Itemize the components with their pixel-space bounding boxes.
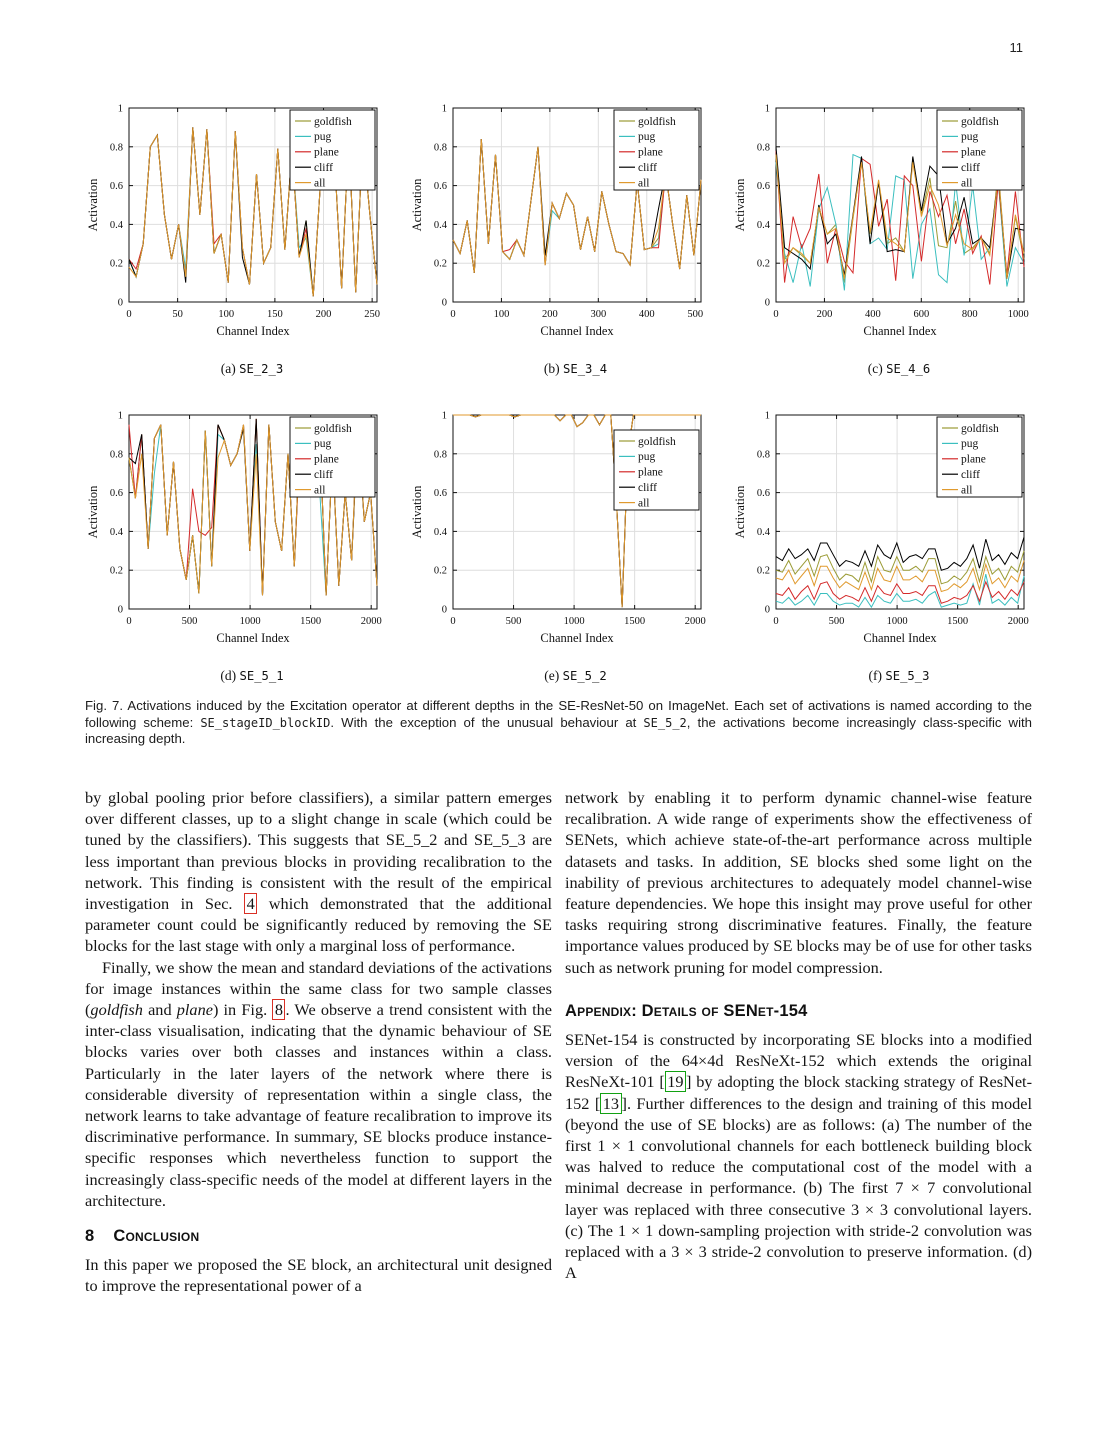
svg-text:goldfish: goldfish xyxy=(314,115,352,128)
svg-text:0: 0 xyxy=(117,604,123,616)
svg-text:cliff: cliff xyxy=(637,482,657,494)
paragraph xyxy=(85,787,552,957)
svg-text:0.8: 0.8 xyxy=(756,449,770,461)
svg-text:all: all xyxy=(314,177,326,190)
subcaption-letter: (f) xyxy=(868,668,886,683)
svg-text:all: all xyxy=(637,177,649,190)
series-pug xyxy=(776,574,1024,607)
svg-text:cliff: cliff xyxy=(961,469,980,481)
svg-text:0: 0 xyxy=(449,616,456,627)
chart-canvas-e xyxy=(409,407,709,647)
subcaption-label: SE_3_4 xyxy=(563,362,608,376)
svg-text:1000: 1000 xyxy=(563,616,585,627)
svg-text:0: 0 xyxy=(773,616,779,627)
subcaption-label: SE_5_2 xyxy=(562,669,607,683)
svg-text:0.4: 0.4 xyxy=(756,219,770,231)
section-title: Appendix: Details of SENet-154 xyxy=(565,1001,808,1020)
svg-text:cliff: cliff xyxy=(314,469,333,481)
text-run: ]. Further differences to the design and training of this model (beyond the use of SE blocks) are as follows: (a) The number of the first 1 × 1 convolutional channels for each bottleneck building block was halved to reduce the computational cost of the model with a minimal decrease in performance. (b) The first 7 × 7 convolutional layer was replaced with three consecutive 3 × 3 convolutional layers. (c) The 1 × 1 down-sampling projection with stride-2 convolution was replaced with a 3 × 3 stride-2 convolution to preserve information. (d) A xyxy=(565,1093,1032,1283)
text-run: SENet-154 is constructed by incorporating SE blocks into a modified version of the 64×4d ResNeXt-152 which extends the original ResNeXt-101 [ xyxy=(565,1030,1032,1092)
svg-text:1000: 1000 xyxy=(1007,309,1029,320)
x-axis-label: Channel Index xyxy=(863,324,937,338)
page-number: 11 xyxy=(1009,40,1023,55)
y-axis-label: Activation xyxy=(409,178,424,232)
svg-text:0.8: 0.8 xyxy=(109,142,123,154)
svg-text:0.2: 0.2 xyxy=(433,258,447,270)
svg-text:0.2: 0.2 xyxy=(756,258,770,270)
svg-text:1: 1 xyxy=(764,103,770,115)
text-run: and xyxy=(142,1000,177,1020)
svg-text:all: all xyxy=(314,484,326,497)
svg-text:goldfish: goldfish xyxy=(961,422,999,435)
text-run: ] by adopting the block stacking strategy of ResNet-152 [ xyxy=(565,1072,1032,1113)
svg-text:1: 1 xyxy=(117,103,123,115)
section-title: Conclusion xyxy=(113,1227,200,1246)
svg-text:all: all xyxy=(961,484,973,497)
svg-text:800: 800 xyxy=(961,309,978,320)
y-axis-label: Activation xyxy=(733,178,747,232)
svg-text:1500: 1500 xyxy=(623,616,645,627)
subcaption-label: SE_5_3 xyxy=(885,669,930,683)
section-number: 8 xyxy=(85,1227,95,1246)
svg-text:1500: 1500 xyxy=(300,616,322,627)
svg-text:pug: pug xyxy=(637,451,655,464)
text-run: goldfish xyxy=(90,1000,143,1020)
svg-text:0: 0 xyxy=(449,309,456,320)
chart-legend xyxy=(290,417,375,497)
svg-text:1500: 1500 xyxy=(947,616,969,627)
chart-legend xyxy=(937,110,1022,190)
chart-legend xyxy=(614,110,699,190)
chart-legend xyxy=(937,417,1022,497)
figure-7 xyxy=(85,100,1032,684)
svg-text:pug: pug xyxy=(314,131,332,144)
chart-se-4-6 xyxy=(732,100,1032,377)
text-run: . We observe a trend consistent with the inter-class visualisation, indicating that the dynamic behaviour of SE blocks varies over both classes and instances within a class. Particularly in the later layers of the network where there is considerable diversity of representation within a single class, the network learns to take advantage of feature recalibration to improve its discriminative performance. In summary, SE blocks produce instance-specific responses which nevertheless function to support the increasingly class-specific needs of the model at different layers in the architecture. xyxy=(85,1000,552,1210)
x-axis-label: Channel Index xyxy=(216,324,290,338)
svg-text:500: 500 xyxy=(505,616,521,627)
series-all xyxy=(776,561,1024,592)
series-cliff xyxy=(776,537,1024,570)
svg-text:100: 100 xyxy=(493,309,509,320)
x-axis-label: Channel Index xyxy=(539,324,614,338)
chart-subcaption xyxy=(409,361,709,377)
x-axis-label: Channel Index xyxy=(216,631,290,645)
chart-subcaption xyxy=(85,668,385,684)
svg-text:0: 0 xyxy=(764,297,770,309)
chart-se-3-4 xyxy=(409,100,709,377)
chart-se-2-3 xyxy=(85,100,385,377)
svg-text:0: 0 xyxy=(126,309,132,320)
svg-text:0.2: 0.2 xyxy=(433,565,447,577)
svg-text:2000: 2000 xyxy=(684,616,706,627)
svg-text:plane: plane xyxy=(961,453,986,466)
text-run: , the activations become increasingly class-specific with increasing depth. xyxy=(85,714,1033,747)
svg-text:0: 0 xyxy=(773,309,779,320)
code-text: SE_stageID_blockID xyxy=(200,715,331,730)
svg-text:plane: plane xyxy=(314,453,339,466)
svg-text:pug: pug xyxy=(961,438,979,451)
svg-text:200: 200 xyxy=(315,309,332,320)
svg-text:goldfish: goldfish xyxy=(961,115,999,128)
svg-text:goldfish: goldfish xyxy=(637,115,676,128)
subcaption-letter: (d) xyxy=(220,668,240,683)
chart-canvas-c xyxy=(732,100,1032,340)
citation-link[interactable]: 19 xyxy=(665,1071,686,1092)
text-run: by global pooling prior before classifiers), a similar pattern emerges over different classes, up to a slight change in scale (which could be tuned by the classifiers). This suggests that SE_5_2 and SE_5_3 are less important than previous blocks in providing recalibration to the network. This finding is consistent with the result of the empirical investigation in Sec. xyxy=(85,788,552,914)
chart-se-5-2 xyxy=(409,407,709,684)
text-run: plane xyxy=(176,1000,213,1020)
text-run: Fig. 7. Activations induced by the Excitation operator at different depths in the SE-ResNet-50 on ImageNet. Each set of activations is named according to the following scheme: xyxy=(85,698,1032,730)
svg-text:pug: pug xyxy=(314,438,332,451)
paragraph xyxy=(565,1029,1032,1283)
svg-text:plane: plane xyxy=(637,466,663,479)
internal-ref-link[interactable]: 4 xyxy=(244,893,257,914)
svg-text:0: 0 xyxy=(441,604,447,616)
svg-text:0.8: 0.8 xyxy=(433,449,447,461)
citation-link[interactable]: 13 xyxy=(600,1093,621,1114)
svg-text:2000: 2000 xyxy=(1007,616,1029,627)
svg-text:0: 0 xyxy=(764,604,770,616)
svg-text:0.6: 0.6 xyxy=(109,181,123,193)
svg-text:0.2: 0.2 xyxy=(109,258,123,270)
text-run: Finally, we show the mean and standard deviations of the activations for image instances within the same class for two sample classes ( xyxy=(85,957,552,1020)
svg-text:0.4: 0.4 xyxy=(109,526,123,538)
y-axis-label: Activation xyxy=(409,485,424,539)
svg-text:0.2: 0.2 xyxy=(109,565,123,577)
figure-caption xyxy=(85,698,1032,748)
text-run: network by enabling it to perform dynamic channel-wise feature recalibration. A wide range of experiments show the effectiveness of SENets, which achieve state-of-the-art performance across multiple datasets and tasks. In addition, SE blocks shed some light on the inability of previous architectures to adequately model channel-wise feature dependencies. We hope this insight may prove useful for other tasks requiring strong discriminative features. Finally, the feature importance values produced by SE blocks may be of use for other tasks such as network pruning for model compression. xyxy=(565,788,1032,977)
chart-legend xyxy=(290,110,375,190)
svg-text:0.6: 0.6 xyxy=(756,181,770,193)
svg-text:1: 1 xyxy=(441,410,447,422)
svg-text:0.6: 0.6 xyxy=(433,488,447,500)
svg-text:pug: pug xyxy=(637,131,655,144)
svg-text:200: 200 xyxy=(541,309,558,320)
subcaption-label: SE_5_1 xyxy=(239,669,284,683)
svg-text:0.6: 0.6 xyxy=(109,488,123,500)
y-axis-label: Activation xyxy=(86,485,100,539)
chart-subcaption xyxy=(409,668,709,684)
code-text: SE_5_2 xyxy=(643,715,687,730)
subcaption-letter: (e) xyxy=(544,668,563,683)
svg-text:pug: pug xyxy=(961,131,979,144)
subcaption-letter: (a) xyxy=(220,361,240,376)
svg-text:0.4: 0.4 xyxy=(109,219,123,231)
chart-subcaption xyxy=(732,361,1032,377)
chart-legend xyxy=(614,430,699,510)
svg-text:500: 500 xyxy=(686,309,703,320)
svg-text:600: 600 xyxy=(913,309,930,320)
svg-text:cliff: cliff xyxy=(314,162,333,174)
svg-text:1000: 1000 xyxy=(239,616,261,627)
svg-text:all: all xyxy=(637,497,649,510)
x-axis-label: Channel Index xyxy=(539,631,614,645)
svg-text:0: 0 xyxy=(117,297,123,309)
subcaption-label: SE_2_3 xyxy=(239,362,284,376)
svg-text:plane: plane xyxy=(961,146,986,159)
svg-text:2000: 2000 xyxy=(360,616,382,627)
svg-text:1: 1 xyxy=(117,410,123,422)
svg-text:0.6: 0.6 xyxy=(433,181,447,193)
svg-text:all: all xyxy=(961,177,973,190)
figure-row-1 xyxy=(85,100,1032,377)
chart-canvas-d xyxy=(85,407,385,647)
svg-text:cliff: cliff xyxy=(961,162,980,174)
text-run: ) in Fig. xyxy=(212,1000,273,1020)
series-plane xyxy=(776,582,1024,603)
right-column xyxy=(565,787,1032,1283)
chart-canvas-b xyxy=(409,100,709,340)
svg-text:1000: 1000 xyxy=(886,616,908,627)
svg-text:400: 400 xyxy=(638,309,655,320)
svg-text:500: 500 xyxy=(828,616,845,627)
svg-text:0.8: 0.8 xyxy=(109,449,123,461)
svg-text:0: 0 xyxy=(441,297,447,309)
chart-canvas-a xyxy=(85,100,385,340)
svg-text:0.2: 0.2 xyxy=(756,565,770,577)
svg-text:250: 250 xyxy=(364,309,381,320)
chart-se-5-3 xyxy=(732,407,1032,684)
svg-text:plane: plane xyxy=(314,146,339,159)
svg-text:400: 400 xyxy=(865,309,881,320)
svg-text:1: 1 xyxy=(441,103,447,115)
subcaption-letter: (b) xyxy=(543,361,564,376)
x-axis-label: Channel Index xyxy=(863,631,937,645)
text-run: . With the exception of the unusual behaviour at xyxy=(330,714,644,730)
svg-text:0.8: 0.8 xyxy=(756,142,770,154)
chart-se-5-1 xyxy=(85,407,385,684)
svg-text:plane: plane xyxy=(637,146,663,159)
svg-text:300: 300 xyxy=(589,309,606,320)
chart-canvas-f xyxy=(732,407,1032,647)
internal-ref-link[interactable]: 8 xyxy=(272,999,285,1020)
svg-text:150: 150 xyxy=(267,309,283,320)
svg-text:cliff: cliff xyxy=(637,162,657,174)
left-column xyxy=(85,787,552,1297)
y-axis-label: Activation xyxy=(86,178,100,232)
subcaption-label: SE_4_6 xyxy=(886,362,931,376)
svg-text:50: 50 xyxy=(172,309,183,320)
svg-text:0.6: 0.6 xyxy=(756,488,770,500)
chart-subcaption xyxy=(85,361,385,377)
svg-text:0.8: 0.8 xyxy=(433,142,447,154)
svg-text:0.4: 0.4 xyxy=(756,526,770,538)
figure-row-2 xyxy=(85,407,1032,684)
paragraph xyxy=(565,787,1032,978)
chart-subcaption xyxy=(732,668,1032,684)
subcaption-letter: (c) xyxy=(867,361,887,376)
svg-text:0.4: 0.4 xyxy=(433,526,447,538)
svg-text:500: 500 xyxy=(181,616,198,627)
svg-text:goldfish: goldfish xyxy=(637,435,676,448)
appendix-heading xyxy=(565,1001,1032,1022)
y-axis-label: Activation xyxy=(733,485,747,539)
svg-text:goldfish: goldfish xyxy=(314,422,352,435)
section-heading xyxy=(85,1226,552,1247)
svg-text:0: 0 xyxy=(126,616,132,627)
text-run: In this paper we proposed the SE block, an architectural unit designed to improve the representational power of a xyxy=(85,1255,552,1296)
svg-text:100: 100 xyxy=(218,309,235,320)
paragraph xyxy=(85,1254,552,1296)
text-run: which demonstrated that the additional parameter count could be significantly reduced by removing the SE blocks for the last stage with only a marginal loss of performance. xyxy=(85,894,553,956)
svg-text:1: 1 xyxy=(764,410,770,422)
svg-text:0.4: 0.4 xyxy=(433,219,447,231)
svg-text:200: 200 xyxy=(816,309,833,320)
paragraph xyxy=(85,957,552,1211)
